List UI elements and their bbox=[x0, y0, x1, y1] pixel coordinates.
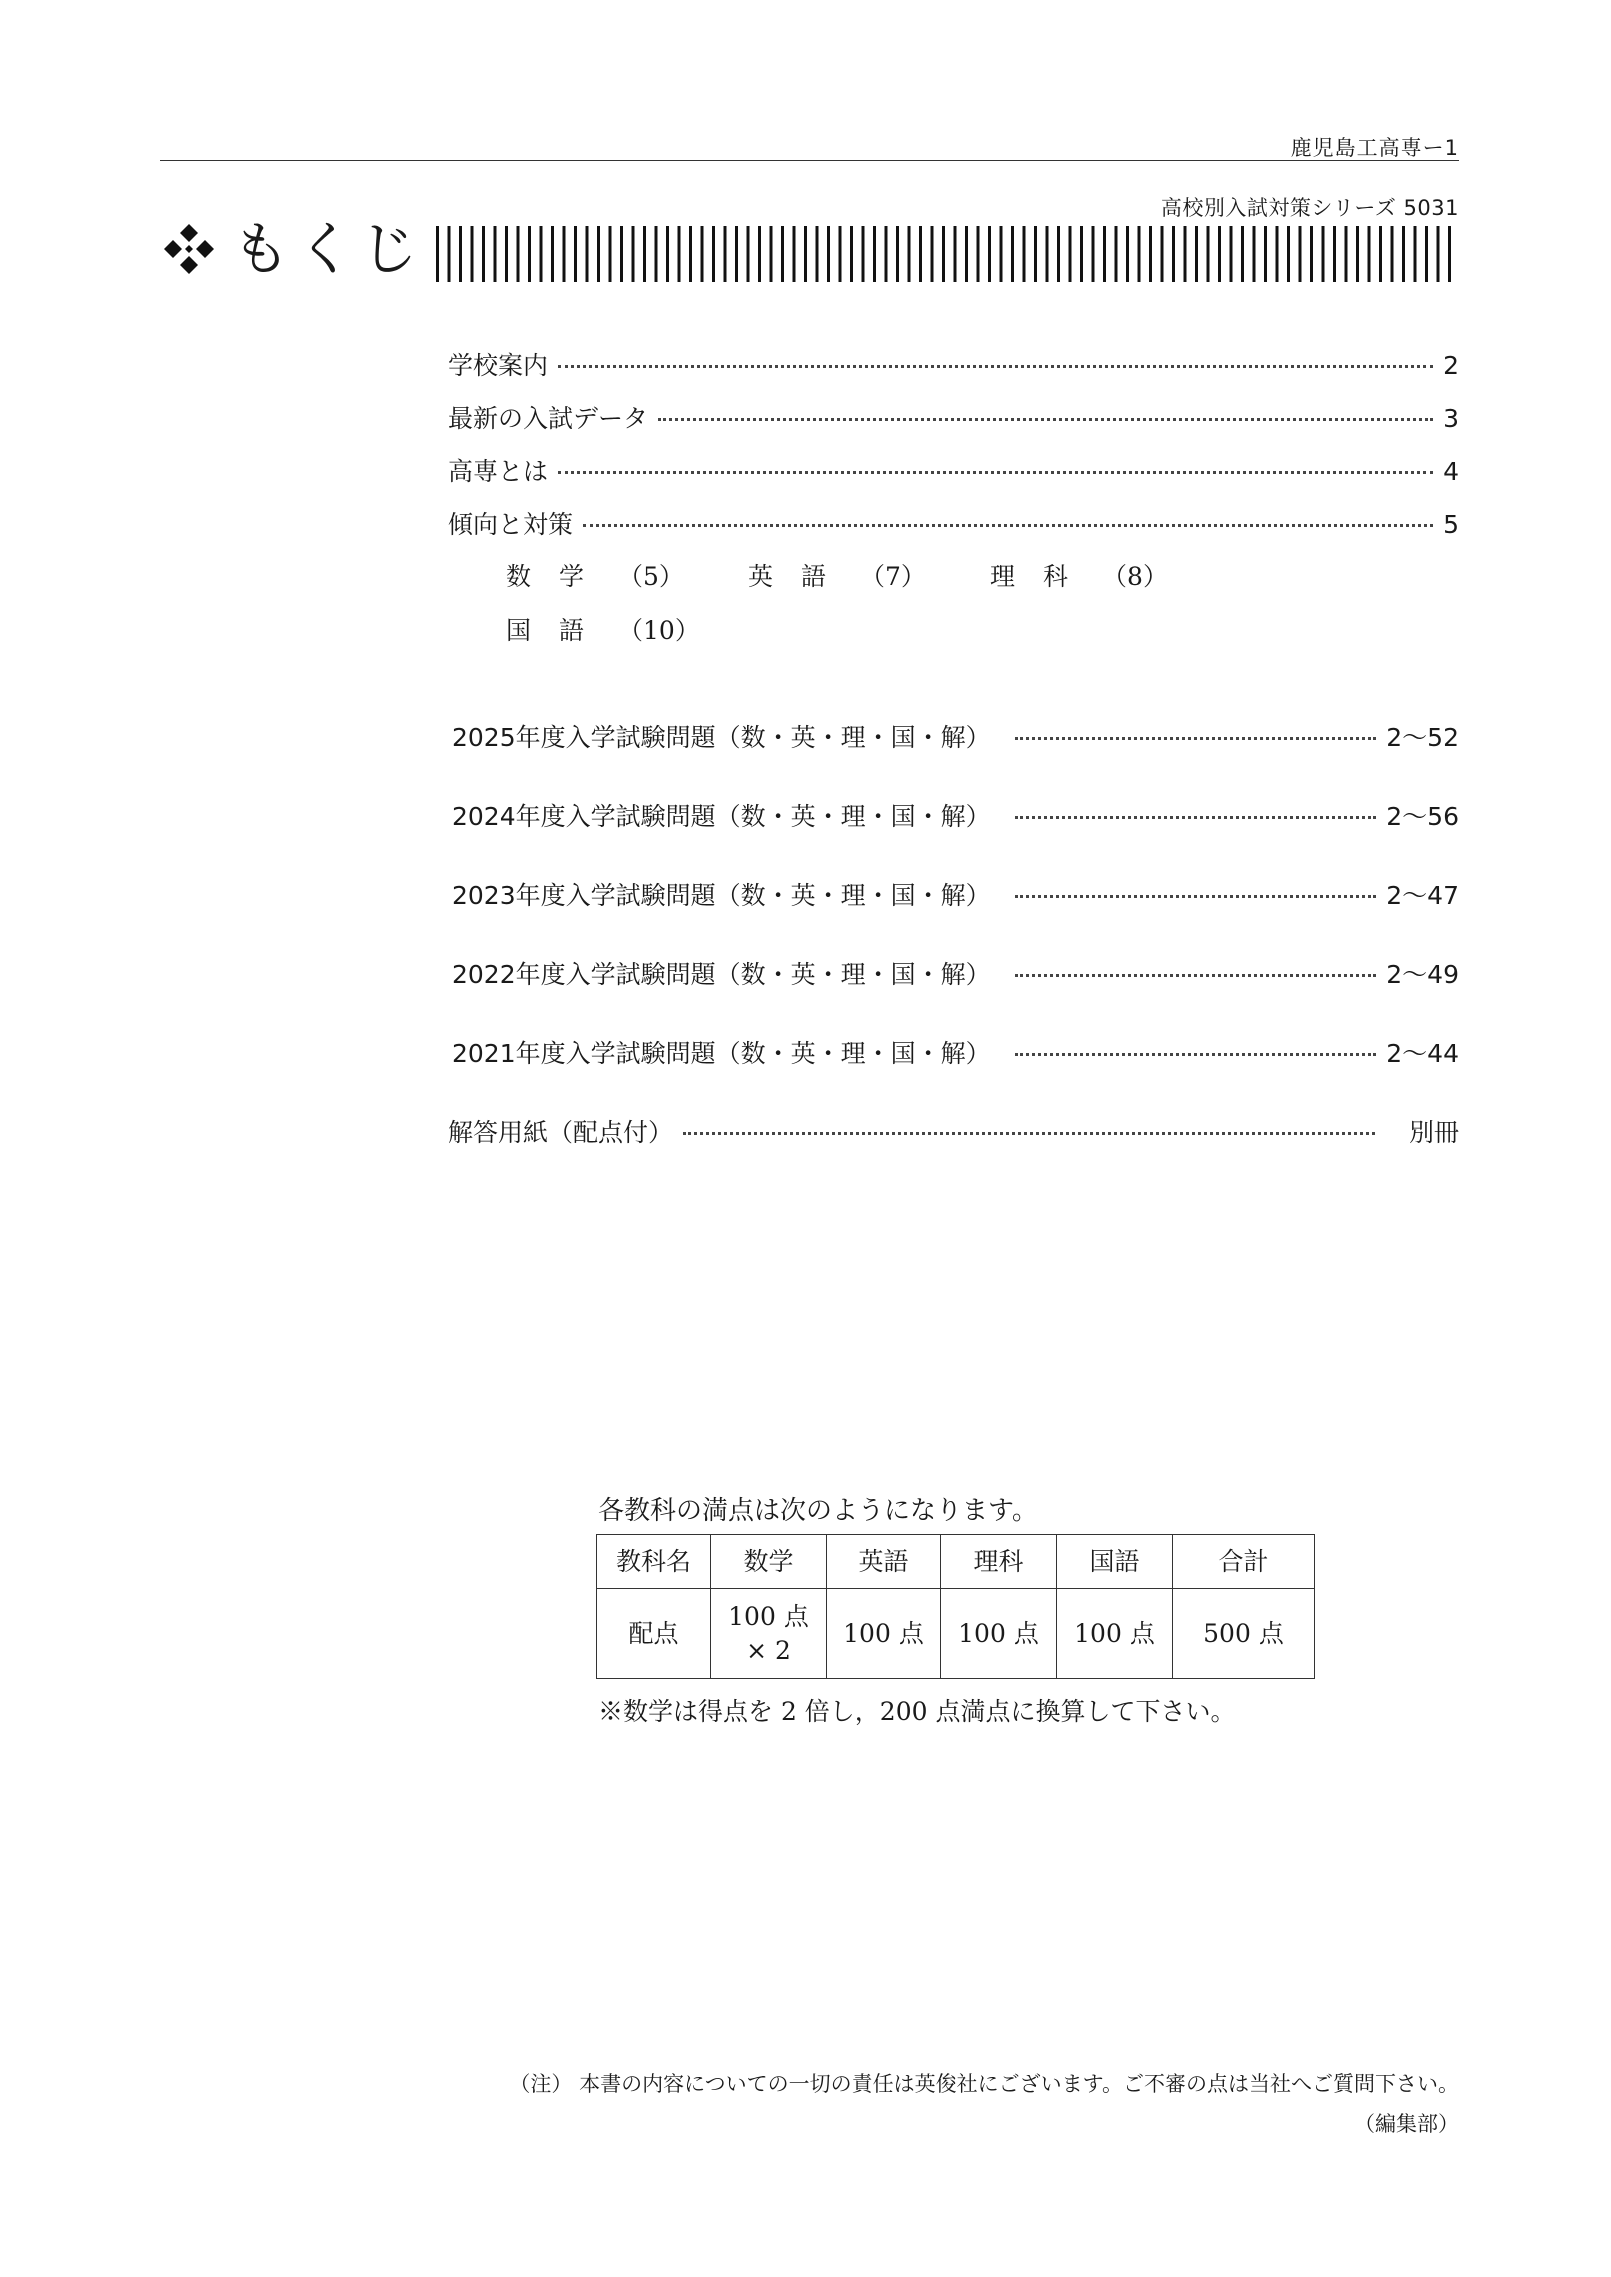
exam-pages: 2〜47 bbox=[1386, 881, 1459, 910]
dot-leader bbox=[1015, 895, 1377, 898]
toc-heading bbox=[160, 214, 424, 284]
table-header-cell: 教科名 bbox=[597, 1535, 711, 1589]
subject-name: 数学 bbox=[506, 562, 613, 591]
answer-sheet-page: 別冊 bbox=[1408, 1118, 1459, 1147]
table-header-cell: 英語 bbox=[827, 1535, 941, 1589]
dot-leader bbox=[558, 365, 1433, 368]
math-score-cell bbox=[711, 1589, 827, 1679]
dot-leader bbox=[1015, 974, 1377, 977]
math-score-multiplier: × 2 bbox=[746, 1635, 791, 1665]
toc-entry-page: 2 bbox=[1443, 351, 1459, 380]
footer-note: （注） 本書の内容についての一切の責任は英俊社にございます。ご不審の点は当社へご質問下さい。 bbox=[509, 2072, 1459, 2096]
running-header: 鹿児島工高専ー1 bbox=[1290, 136, 1459, 160]
toc-entry-label: 最新の入試データ bbox=[448, 404, 649, 433]
answer-sheet-entry bbox=[448, 1113, 1459, 1149]
dot-leader bbox=[683, 1132, 1375, 1135]
exam-pages: 2〜56 bbox=[1386, 802, 1459, 831]
score-table bbox=[596, 1534, 1315, 1679]
table-header-row bbox=[597, 1535, 1315, 1589]
exam-entry bbox=[452, 876, 1459, 912]
toc-entry-label: 傾向と対策 bbox=[448, 510, 574, 539]
table-cell: 100 点 bbox=[1057, 1589, 1173, 1679]
table-cell: 500 点 bbox=[1173, 1589, 1315, 1679]
table-row bbox=[597, 1589, 1315, 1679]
table-cell: 100 点 bbox=[827, 1589, 941, 1679]
subject-page: （10） bbox=[618, 616, 700, 645]
dot-leader bbox=[1015, 816, 1377, 819]
subject-page: （7） bbox=[860, 562, 926, 591]
subject-page: （8） bbox=[1102, 562, 1168, 591]
subject-page: （5） bbox=[618, 562, 684, 591]
answer-sheet-label: 解答用紙（配点付） bbox=[448, 1118, 674, 1147]
table-header-cell: 合計 bbox=[1173, 1535, 1315, 1589]
dot-leader bbox=[1015, 1053, 1377, 1056]
series-label: 高校別入試対策シリーズ 5031 bbox=[1160, 196, 1459, 220]
toc-title: もくじ bbox=[232, 215, 425, 283]
exam-label: 2021年度入学試験問題（数・英・理・国・解） bbox=[452, 1039, 991, 1068]
score-note: ※数学は得点を 2 倍し，200 点満点に換算して下さい。 bbox=[598, 1697, 1236, 1726]
score-caption: 各教科の満点は次のようになります。 bbox=[598, 1496, 1038, 1526]
subject-entry bbox=[506, 557, 748, 593]
exam-pages: 2〜49 bbox=[1386, 960, 1459, 989]
dot-leader bbox=[658, 418, 1433, 421]
footer-editor: （編集部） bbox=[1354, 2112, 1459, 2136]
math-score-line: 100 点 bbox=[728, 1601, 809, 1631]
exam-label: 2022年度入学試験問題（数・英・理・国・解） bbox=[452, 960, 991, 989]
toc-entry-label: 高専とは bbox=[448, 457, 549, 486]
exam-label: 2025年度入学試験問題（数・英・理・国・解） bbox=[452, 723, 991, 752]
table-header-cell: 国語 bbox=[1057, 1535, 1173, 1589]
dot-leader bbox=[1015, 737, 1377, 740]
header-divider bbox=[160, 160, 1459, 161]
subject-name: 英語 bbox=[748, 562, 855, 591]
exam-entry bbox=[452, 797, 1459, 833]
exam-pages: 2〜44 bbox=[1386, 1039, 1459, 1068]
exam-entry bbox=[452, 718, 1459, 754]
exam-label: 2023年度入学試験問題（数・英・理・国・解） bbox=[452, 881, 991, 910]
subject-name: 理科 bbox=[990, 562, 1097, 591]
subject-entry bbox=[506, 611, 748, 647]
subject-row bbox=[506, 611, 748, 647]
toc-entry-page: 5 bbox=[1443, 510, 1459, 539]
subject-name: 国語 bbox=[506, 616, 613, 645]
subject-entry bbox=[748, 557, 990, 593]
dot-leader bbox=[558, 471, 1433, 474]
table-header-cell: 数学 bbox=[711, 1535, 827, 1589]
dot-leader bbox=[583, 524, 1433, 527]
toc-entry bbox=[448, 452, 1459, 488]
table-cell: 100 点 bbox=[941, 1589, 1057, 1679]
toc-entry bbox=[448, 346, 1459, 382]
title-decorative-bars bbox=[436, 226, 1459, 282]
exam-entry bbox=[452, 1034, 1459, 1070]
table-row-label: 配点 bbox=[597, 1589, 711, 1679]
table-header-cell: 理科 bbox=[941, 1535, 1057, 1589]
exam-label: 2024年度入学試験問題（数・英・理・国・解） bbox=[452, 802, 991, 831]
subject-entry bbox=[990, 557, 1232, 593]
exam-pages: 2〜52 bbox=[1386, 723, 1459, 752]
exam-entry bbox=[452, 955, 1459, 991]
toc-entry bbox=[448, 505, 1459, 541]
toc-entry bbox=[448, 399, 1459, 435]
four-diamond-ornament-icon bbox=[160, 220, 218, 278]
toc-entry-page: 4 bbox=[1443, 457, 1459, 486]
toc-entry-label: 学校案内 bbox=[448, 351, 549, 380]
toc-entry-page: 3 bbox=[1443, 404, 1459, 433]
subject-row bbox=[506, 557, 1232, 593]
